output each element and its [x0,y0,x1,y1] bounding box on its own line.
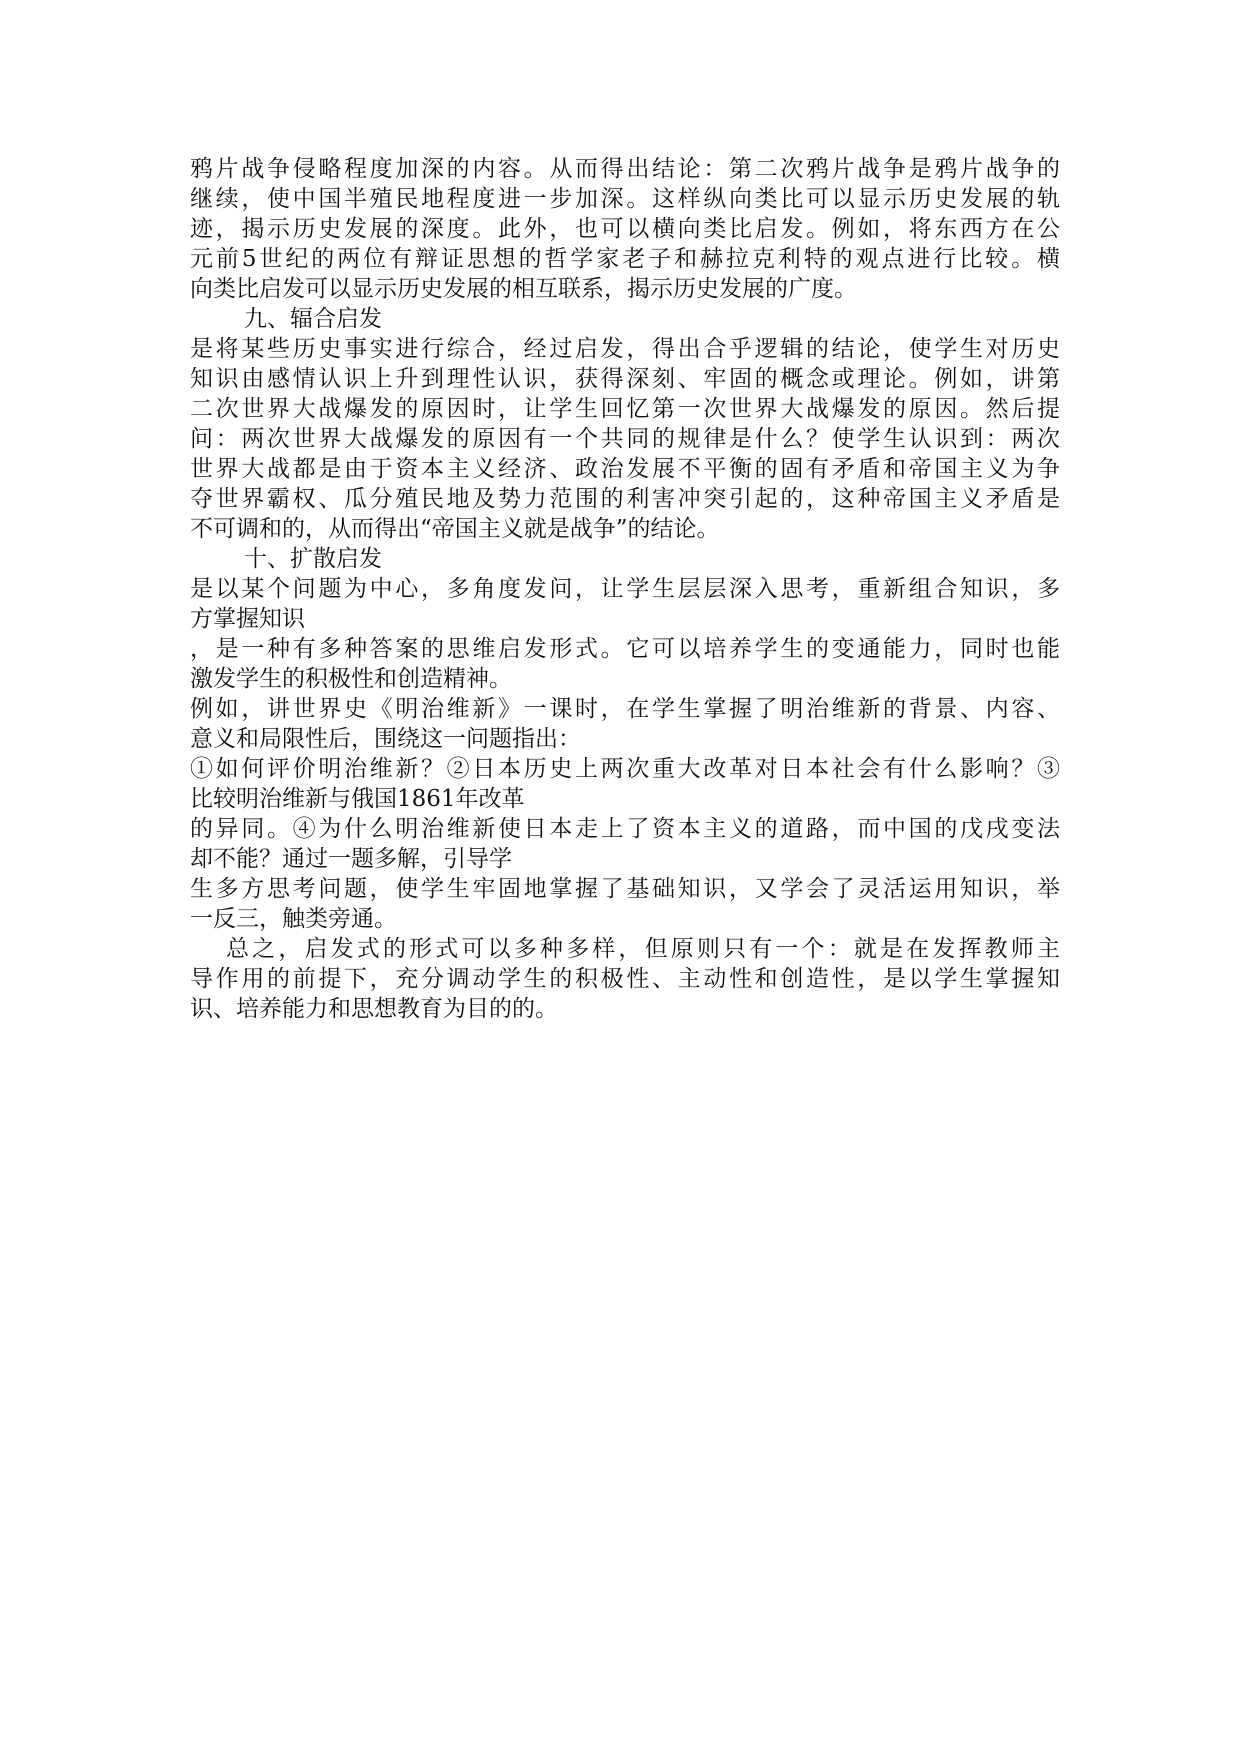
text-line: 知识由感情认识上升到理性认识，获得深刻、牢固的概念或理论。例如，讲第 [190,366,1060,392]
text-line: ，是一种有多种答案的思维启发形式。它可以培养学生的变通能力，同时也能 [190,636,1060,662]
text-line: 的异同。④为什么明治维新使日本走上了资本主义的道路，而中国的戊戌变法 [190,816,1060,842]
text-line: 激发学生的积极性和创造精神。 [190,666,512,692]
document-body [190,154,1060,1024]
text-line: 识、培养能力和思想教育为目的的。 [190,996,558,1022]
text-line: 元前5世纪的两位有辩证思想的哲学家老子和赫拉克利特的观点进行比较。横 [190,246,1060,272]
text-line: 一反三，触类旁通。 [190,906,397,932]
section-heading: 十、扩散启发 [244,546,382,572]
text-line: ①如何评价明治维新？②日本历史上两次重大改革对日本社会有什么影响？③ [190,756,1060,782]
text-line: 继续，使中国半殖民地程度进一步加深。这样纵向类比可以显示历史发展的轨 [190,186,1060,212]
text-line: 意义和局限性后，围绕这一问题指出： [190,726,581,752]
text-line: 却不能？通过一题多解，引导学 [190,846,512,872]
text-line: 生多方思考问题，使学生牢固地掌握了基础知识，又学会了灵活运用知识，举 [190,876,1060,902]
text-line: 导作用的前提下，充分调动学生的积极性、主动性和创造性，是以学生掌握知 [190,966,1060,992]
text-line: 向类比启发可以显示历史发展的相互联系，揭示历史发展的广度。 [190,276,857,302]
text-line: 问：两次世界大战爆发的原因有一个共同的规律是什么？使学生认识到：两次 [190,426,1060,452]
section-heading: 九、辐合启发 [244,306,382,332]
text-line: 二次世界大战爆发的原因时，让学生回忆第一次世界大战爆发的原因。然后提 [190,396,1060,422]
text-line: 鸦片战争侵略程度加深的内容。从而得出结论：第二次鸦片战争是鸦片战争的 [190,156,1060,182]
text-line: 世界大战都是由于资本主义经济、政治发展不平衡的固有矛盾和帝国主义为争 [190,456,1060,482]
text-line: 迹，揭示历史发展的深度。此外，也可以横向类比启发。例如，将东西方在公 [190,216,1060,242]
text-line: 例如，讲世界史《明治维新》一课时，在学生掌握了明治维新的背景、内容、 [190,696,1060,722]
text-line: 夺世界霸权、瓜分殖民地及势力范围的利害冲突引起的，这种帝国主义矛盾是 [190,486,1060,512]
text-line: 不可调和的，从而得出“帝国主义就是战争”的结论。 [190,516,720,542]
text-line: 是以某个问题为中心，多角度发问，让学生层层深入思考，重新组合知识，多 [190,576,1060,602]
text-line: 比较明治维新与俄国1861年改革 [190,786,525,812]
text-line: 是将某些历史事实进行综合，经过启发，得出合乎逻辑的结论，使学生对历史 [190,336,1060,362]
text-line: 方掌握知识 [190,606,305,632]
summary-line: 总之，启发式的形式可以多种多样，但原则只有一个：就是在发挥教师主 [226,936,1060,962]
